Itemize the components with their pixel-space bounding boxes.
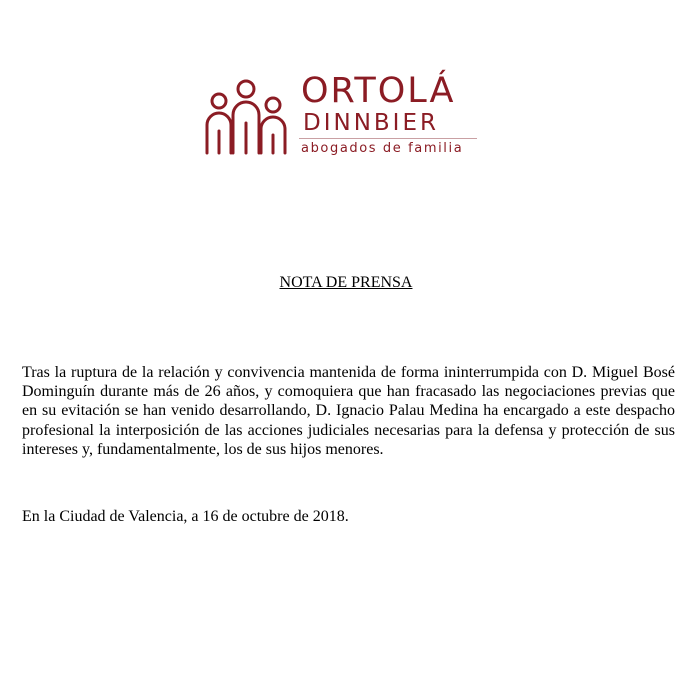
family-figures-icon (203, 77, 289, 155)
law-firm-logo (203, 72, 483, 162)
document-title: NOTA DE PRENSA (279, 274, 413, 291)
document-body: Tras la ruptura de la relación y convivencia mantenida de forma ininterrumpida con D. Miguel Bosé Dominguín durante más de 26 años, y comoquiera que han fracasado las negociaciones previas que en su evitación se han venido desarrollando, D. Ignacio Palau Medina ha encargado a este despacho profesional la interposición de las acciones judiciales necesarias para la defensa y protección de sus intereses y, fundamentalmente, los de sus hijos menores. (22, 364, 675, 458)
document-closing: En la Ciudad de Valencia, a 16 de octubre de 2018. (22, 508, 349, 525)
firm-subname: DINNBIER (303, 110, 439, 136)
logo-divider (299, 138, 477, 139)
firm-name: ORTOLÁ (301, 71, 456, 111)
firm-tagline: abogados de familia (301, 141, 464, 156)
